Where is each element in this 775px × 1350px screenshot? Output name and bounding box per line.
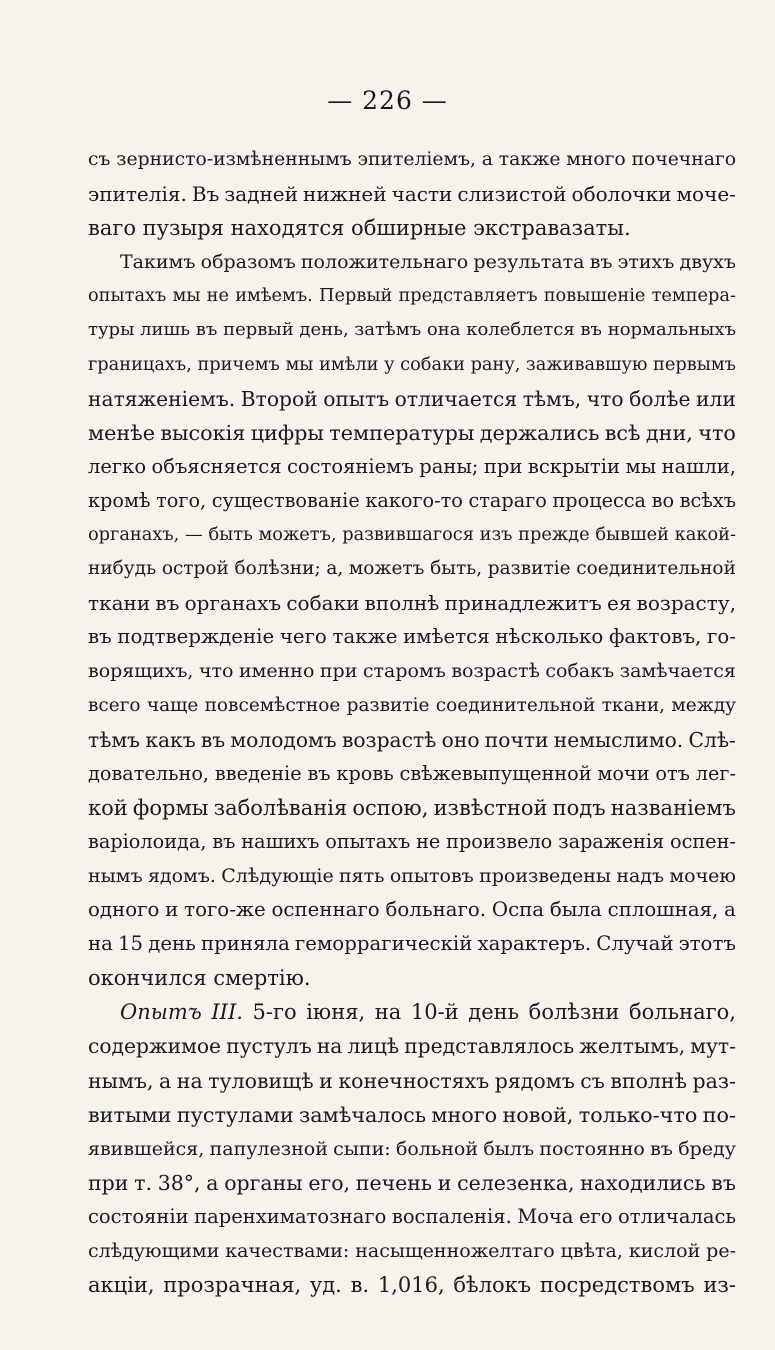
text-line: границахъ, причемъ мы имѣли у собаки рану, заживавшую первымъ [88,354,736,375]
text-line: состояніи паренхиматознаго воспаленія. Моча его отличалась [88,1204,736,1228]
text-line: при т. 38°, а органы его, печень и селезенка, находились въ [88,1170,736,1195]
text-line: нибудь острой болѣзни; а, можетъ быть, развитіе соединительной [88,558,736,580]
text-line: менѣе высокія цифры температуры держались всѣ дни, что [88,420,736,445]
text-line: витыми пустулами замѣчалось много новой, только-что по- [88,1102,736,1127]
page-text [88,143,736,1302]
text-line: съ зернисто-измѣненнымъ эпителіемъ, а также много почечнаго [88,149,736,170]
text-line: на 15 день приняла геморрагическій характеръ. Случай этотъ [88,932,736,956]
text-line: туры лишь въ первый день, затѣмъ она колеблется въ нормальныхъ [88,319,736,341]
text-line: Такимъ образомъ положительнаго результата въ этихъ двухъ [120,251,736,274]
text-line: кромѣ того, существованіе какого-то стараго процесса во всѣхъ [88,488,736,512]
text-line: довательно, введеніе въ кровь свѣжевыпущенной мочи отъ лег- [88,761,736,785]
text-line: тѣмъ какъ въ молодомъ возрастѣ оно почти немыслимо. Слѣ- [88,727,736,752]
text-line: варіолоида, въ нашихъ опытахъ не произвело зараженія оспен- [88,829,736,853]
text-line: натяженіемъ. Второй опытъ отличается тѣмъ, что болѣе или [88,386,736,411]
text-line: окончился смертію. [88,966,311,991]
text-line: органахъ, — быть можетъ, развившагося изъ прежде бывшей какой- [88,525,736,546]
text-line: всего чаще повсемѣстное развитіе соединительной ткани, между [88,694,736,716]
text-line: нымъ ядомъ. Слѣдующіе пять опытовъ произведены надъ мочею [88,864,736,887]
text-line: содержимое пустулъ на лицѣ представлялось желтымъ, мут- [88,1034,736,1059]
text-line: ткани въ органахъ собаки вполнѣ принадлежитъ ея возрасту, [88,591,736,616]
text-line: одного и того-же оспеннаго больнаго. Оспа была сплошная, а [88,898,736,922]
text-line: слѣдующими качествами: насыщенножелтаго цвѣта, кислой ре- [88,1240,736,1262]
text-line: Опытъ III. 5-го іюня, на 10-й день болѣзни больнаго, [120,1000,736,1025]
text-line: нымъ, а на туловищѣ и конечностяхъ рядомъ съ вполнѣ раз- [88,1068,736,1093]
text-line: эпителія. Въ задней нижней части слизистой оболочки моче- [88,182,736,207]
text-line: легко объясняется состояніемъ раны; при вскрытіи мы нашли, [88,454,736,478]
text-line: акціи, прозрачная, уд. в. 1,016, бѣлокъ посредствомъ из- [88,1273,736,1298]
text-line: ваго пузыря находятся обширные экстравазаты. [88,216,631,241]
text-line: явившейся, папулезной сыпи: больной былъ постоянно въ бреду [88,1137,736,1160]
text-line: кой формы заболѣванія оспою, извѣстной подъ названіемъ [88,795,736,820]
text-line: ворящихъ, что именно при старомъ возрастѣ собакъ замѣчается [88,660,736,683]
text-line: въ подтвержденіе чего также имѣется нѣсколько фактовъ, го- [88,625,736,649]
text-line: опытахъ мы не имѣемъ. Первый представляетъ повышеніе темпера- [88,286,736,307]
page-number: — 226 — [327,86,448,115]
